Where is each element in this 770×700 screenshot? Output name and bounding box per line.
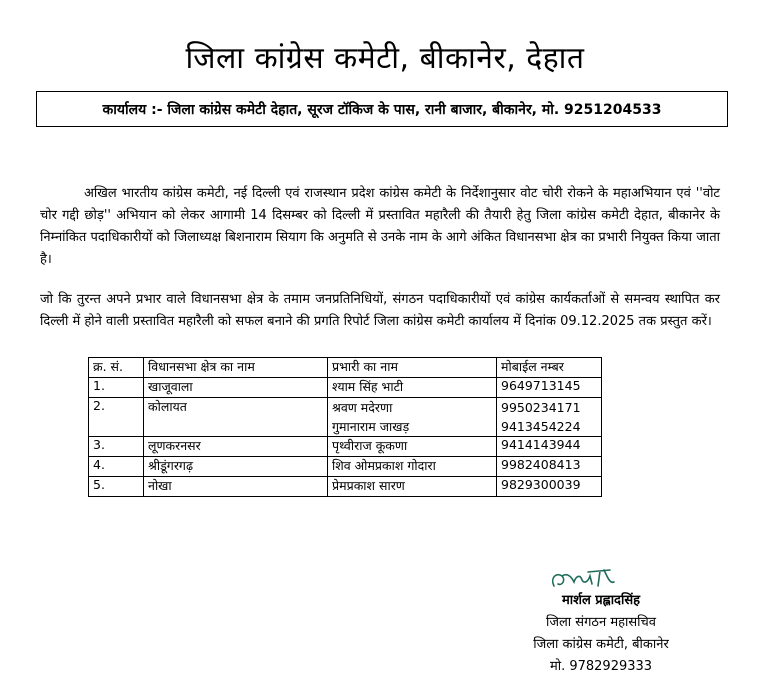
row-incharge	[328, 398, 497, 437]
row-mobile	[497, 398, 602, 437]
table-row	[89, 378, 602, 398]
office-address: कार्यालय :- जिला कांग्रेस कमेटी देहात, सूरज टॉकिज के पास, रानी बाजार, बीकानेर, मो. 9251204533	[102, 101, 662, 118]
row-incharge: प्रेमप्रकाश सारण	[328, 477, 497, 497]
row-mobile: 9649713145	[497, 378, 602, 398]
row-serial: 2.	[89, 398, 144, 437]
mobile-number: 9950234171	[501, 400, 581, 415]
row-incharge: शिव ओमप्रकाश गोदारा	[328, 457, 497, 477]
signatory-block	[496, 590, 706, 678]
row-incharge: श्याम सिंह भाटी	[328, 378, 497, 398]
office-address-box	[36, 91, 728, 127]
signatory-organization: जिला कांग्रेस कमेटी, बीकानेर	[533, 637, 669, 652]
header-mobile: मोबाईल नम्बर	[497, 358, 602, 378]
table-row	[89, 437, 602, 457]
header-serial: क्र. सं.	[89, 358, 144, 378]
row-constituency: श्रीडूंगरगढ़	[144, 457, 328, 477]
row-serial: 5.	[89, 477, 144, 497]
mobile-number: 9413454224	[501, 419, 581, 434]
incharge-name: श्रवण मदेरणा	[332, 400, 393, 415]
table-row	[89, 398, 602, 437]
signatory-name: मार्शल प्रह्लादसिंह	[561, 593, 641, 608]
header-constituency: विधानसभा क्षेत्र का नाम	[144, 358, 328, 378]
row-incharge: पृथ्वीराज कूकणा	[328, 437, 497, 457]
row-mobile: 9829300039	[497, 477, 602, 497]
incharge-table	[88, 357, 602, 497]
row-mobile: 9982408413	[497, 457, 602, 477]
document-title: जिला कांग्रेस कमेटी, बीकानेर, देहात	[185, 41, 585, 76]
incharge-name: गुमानाराम जाखड़	[332, 419, 410, 434]
row-constituency: नोखा	[144, 477, 328, 497]
body-paragraph-1: अखिल भारतीय कांग्रेस कमेटी, नई दिल्ली एवं राजस्थान प्रदेश कांग्रेस कमेटी के निर्देशानुसार वोट चोरी रोकने के महाअभियान एवं ''वोट चोर गद्दी छोड़'' अभियान को लेकर आगामी 14 दिसम्बर को दिल्ली में प्रस्तावित महारैली की तैयारी हेतु जिला कांग्रेस कमेटी देहात, बीकानेर के निम्नांकित पदाधिकारीयों को जिलाध्यक्ष बिशनाराम सियाग कि अनुमति से उनके नाम के आगे अंकित विधानसभा क्षेत्र का प्रभारी नियुक्त किया जाता है।	[40, 186, 720, 267]
body-paragraph-2: जो कि तुरन्त अपने प्रभार वाले विधानसभा क्षेत्र के तमाम जनप्रतिनिधियों, संगठन पदाधिकारीयों एवं कांग्रेस कार्यकर्ताओं से समन्वय स्थापित कर दिल्ली में होने वाली प्रस्तावित महारैली को सफल बनाने की प्रगति रिपोर्ट जिला कांग्रेस कमेटी कार्यालय में दिनांक 09.12.2025 तक प्रस्तुत करें।	[40, 292, 720, 329]
table-row	[89, 477, 602, 497]
table-header-row	[89, 358, 602, 378]
table-row	[89, 457, 602, 477]
row-constituency: लूणकरनसर	[144, 437, 328, 457]
row-serial: 3.	[89, 437, 144, 457]
row-serial: 1.	[89, 378, 144, 398]
header-incharge: प्रभारी का नाम	[328, 358, 497, 378]
row-mobile: 9414143944	[497, 437, 602, 457]
row-serial: 4.	[89, 457, 144, 477]
signatory-designation: जिला संगठन महासचिव	[545, 615, 657, 630]
row-constituency: कोलायत	[144, 398, 328, 437]
signatory-mobile: मो. 9782929333	[549, 659, 653, 674]
row-constituency: खाजूवाला	[144, 378, 328, 398]
